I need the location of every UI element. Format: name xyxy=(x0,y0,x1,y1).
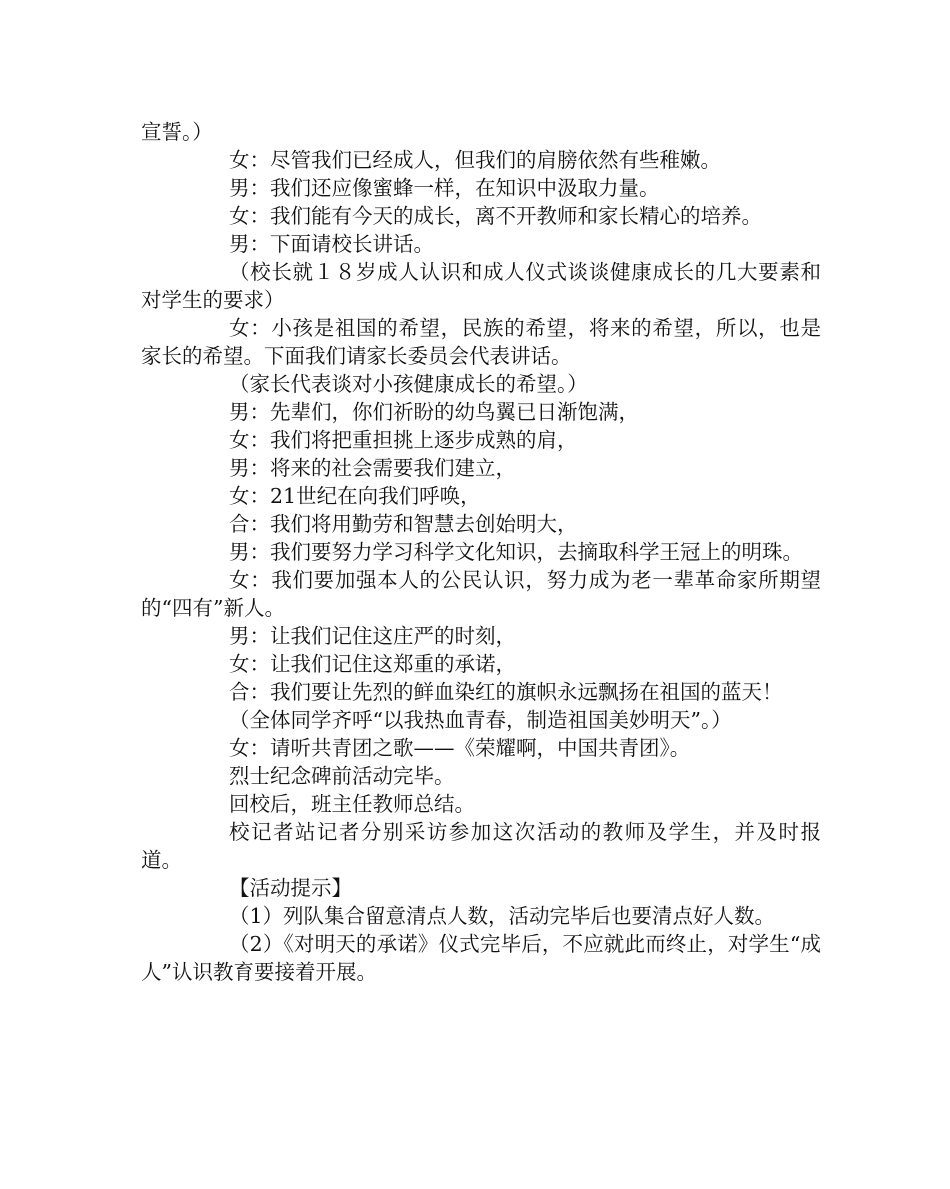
paragraph: 合：我们将用勤劳和智慧去创始明大， xyxy=(229,512,578,536)
paragraph: 合：我们要让先烈的鲜血染红的旗帜永远飘扬在祖国的蓝天！ xyxy=(229,680,783,704)
paragraph: 男：让我们记住这庄严的时刻， xyxy=(229,624,516,648)
paragraph: 男：将来的社会需要我们建立， xyxy=(229,456,516,480)
paragraph: 女：21世纪在向我们呼唤， xyxy=(229,484,481,508)
paragraph: 男：下面请校长讲话。 xyxy=(229,232,434,256)
paragraph: 回校后，班主任教师总结。 xyxy=(229,792,475,816)
paragraph: 女：小孩是祖国的希望，民族的希望，将来的希望，所以，也是家长的希望。下面我们请家长委员会代表讲话。 xyxy=(141,316,821,368)
paragraph: （校长就１８岁成人认识和成人仪式谈谈健康成长的几大要素和对学生的要求） xyxy=(141,260,821,312)
paragraph: 男：先辈们，你们祈盼的幼鸟翼已日渐饱满， xyxy=(229,400,639,424)
paragraph: 女：请听共青团之歌——《荣耀啊，中国共青团》。 xyxy=(229,736,691,760)
paragraph: （全体同学齐呼“以我热血青春，制造祖国美妙明天”。） xyxy=(229,708,732,732)
section-heading: 【活动提示】 xyxy=(229,876,352,900)
document-body xyxy=(141,118,821,986)
paragraph: （家长代表谈对小孩健康成长的希望。） xyxy=(229,372,588,396)
paragraph: 女：我们将把重担挑上逐步成熟的肩， xyxy=(229,428,578,452)
paragraph: （1）列队集合留意清点人数，活动完毕后也要清点好人数。 xyxy=(229,904,776,928)
paragraph: 男：我们要努力学习科学文化知识，去摘取科学王冠上的明珠。 xyxy=(229,540,803,564)
paragraph: 宣誓。） xyxy=(141,120,213,144)
paragraph: 烈士纪念碑前活动完毕。 xyxy=(229,764,455,788)
paragraph: 女：我们要加强本人的公民认识，努力成为老一辈革命家所期望的“四有”新人。 xyxy=(141,568,821,620)
paragraph: 女：我们能有今天的成长，离不开教师和家长精心的培养。 xyxy=(229,204,762,228)
paragraph: 女：尽管我们已经成人，但我们的肩膀依然有些稚嫩。 xyxy=(229,148,721,172)
paragraph: （2）《对明天的承诺》仪式完毕后，不应就此而终止，对学生“成人”认识教育要接着开展。 xyxy=(141,932,821,984)
paragraph: 男：我们还应像蜜蜂一样，在知识中汲取力量。 xyxy=(229,176,660,200)
paragraph: 女：让我们记住这郑重的承诺， xyxy=(229,652,516,676)
paragraph: 校记者站记者分别采访参加这次活动的教师及学生，并及时报道。 xyxy=(141,820,821,872)
